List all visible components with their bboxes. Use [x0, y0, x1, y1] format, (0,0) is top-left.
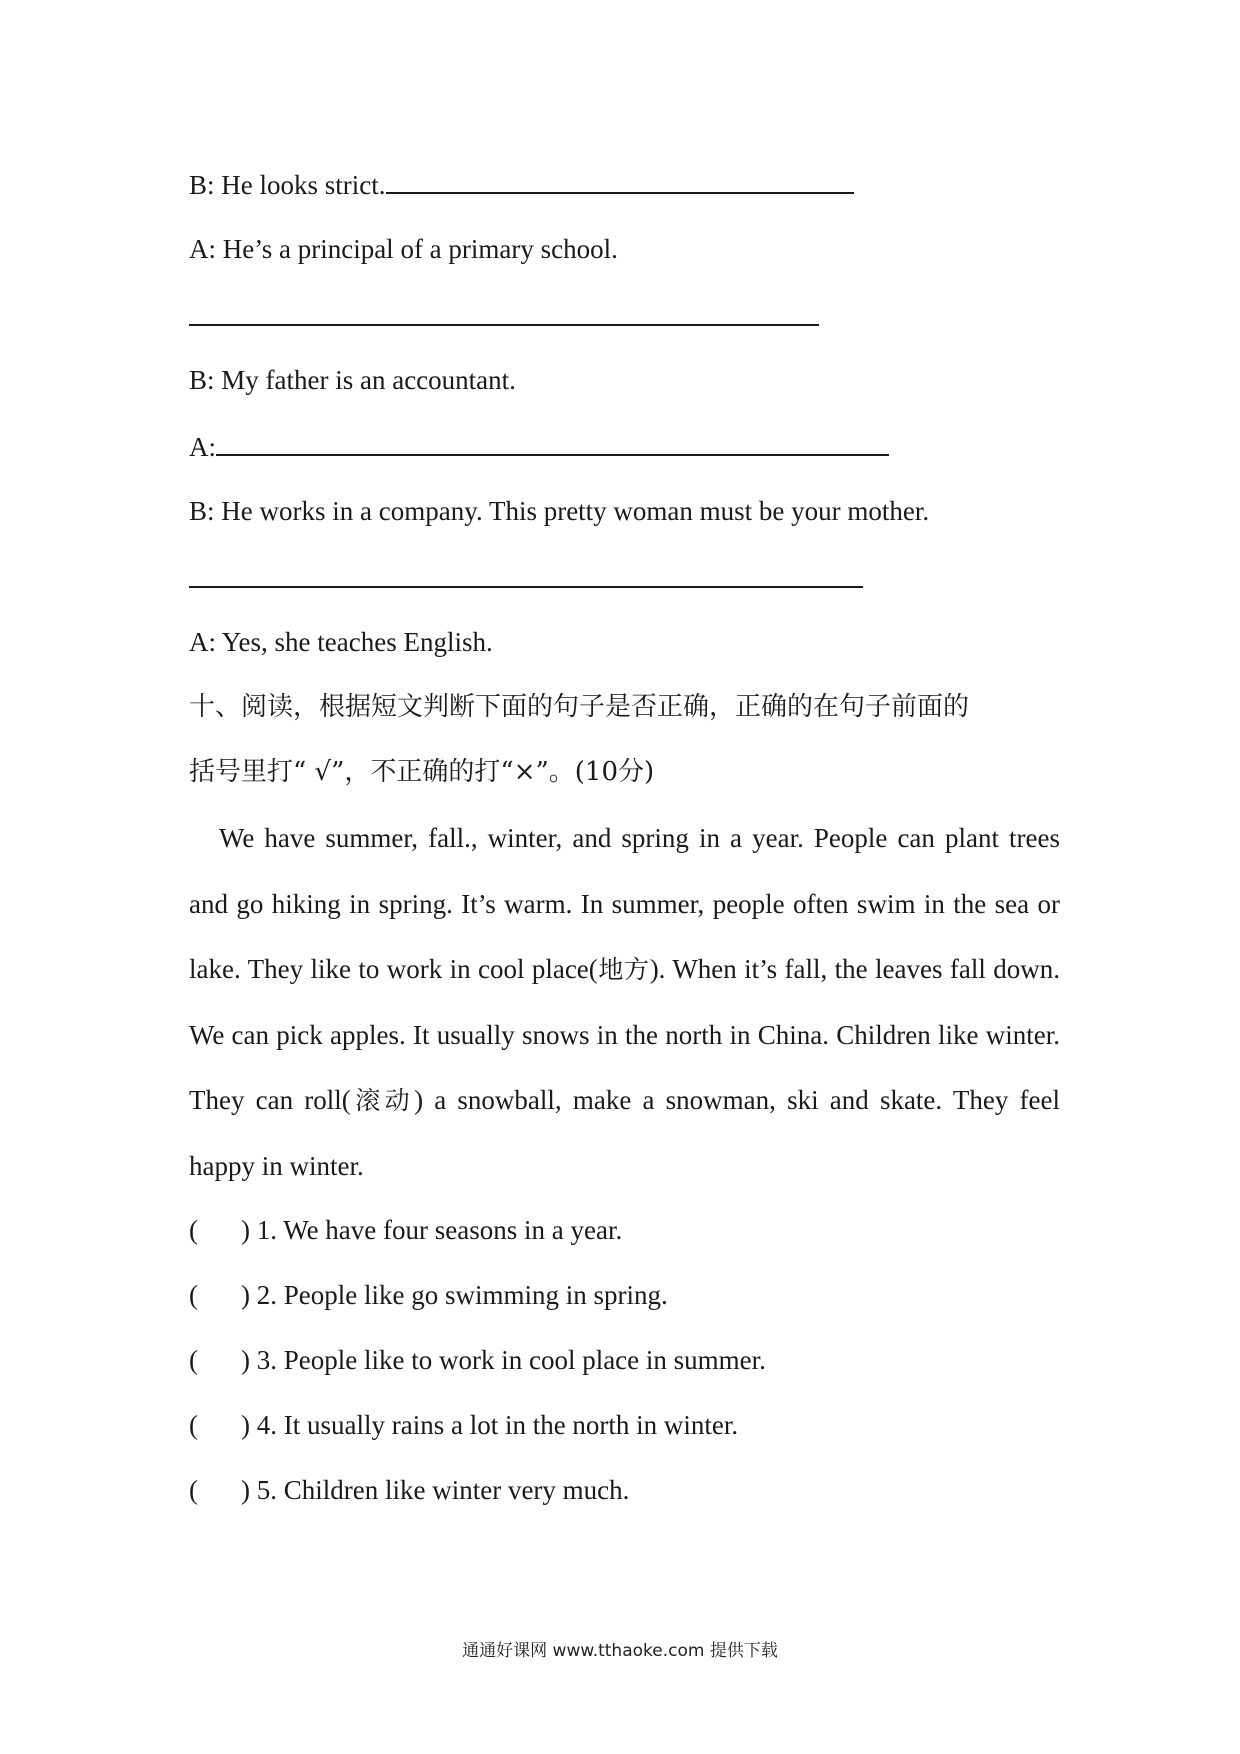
passage-text: ). When it’s fall, the leaves fall down. We can pick apples. It usually snows in the north in China. Children like winter. They can roll( — [189, 954, 1060, 1115]
passage-text: We have summer, fall., winter, and spring in a year. People can plant trees and go hiking in spring. It’s warm. In summer, people often swim in the sea or lake. They like to work in cool place( — [189, 823, 1060, 984]
question-3 — [189, 1342, 766, 1378]
question-4 — [189, 1407, 738, 1443]
passage-gloss: 地方 — [597, 955, 650, 984]
answer-bracket[interactable]: ( — [189, 1280, 198, 1310]
answer-bracket[interactable]: ( — [189, 1345, 198, 1375]
answer-bracket[interactable]: ( — [189, 1215, 198, 1245]
question-text: ) 5. Children like winter very much. — [241, 1475, 630, 1505]
dialogue-text: B: My father is an accountant. — [189, 365, 516, 395]
dialogue-text: B: He looks strict. — [189, 170, 386, 200]
answer-blank[interactable] — [189, 586, 863, 588]
dialogue-line-1 — [189, 166, 854, 203]
question-text: ) 3. People like to work in cool place in summer. — [241, 1345, 766, 1375]
dialogue-line-5 — [189, 493, 929, 529]
dialogue-text: B: He works in a company. This pretty woman must be your mother. — [189, 496, 930, 526]
passage-text: ) a snowball, make a snowman, ski and skate. They feel happy in winter. — [189, 1085, 1060, 1181]
question-text: ) 4. It usually rains a lot in the north in winter. — [241, 1410, 739, 1440]
dialogue-line-6 — [189, 624, 493, 660]
dialogue-text: A: He’s a principal of a primary school. — [189, 234, 618, 264]
answer-blank[interactable] — [189, 324, 819, 326]
dialogue-text: A: Yes, she teaches English. — [189, 627, 493, 657]
dialogue-line-3 — [189, 362, 516, 398]
dialogue-text: A: — [189, 432, 216, 462]
answer-bracket[interactable]: ( — [189, 1475, 198, 1505]
answer-bracket[interactable]: ( — [189, 1410, 198, 1440]
dialogue-line-4 — [189, 428, 889, 465]
question-2 — [189, 1277, 668, 1313]
section-heading — [189, 689, 1059, 725]
answer-blank[interactable] — [386, 166, 854, 194]
answer-blank[interactable] — [216, 428, 889, 456]
section-heading-2 — [189, 754, 1059, 790]
section-heading-line-2: 括号里打“ √”，不正确的打“×”。(10分) — [189, 757, 655, 787]
section-heading-line-1: 十、阅读，根据短文判断下面的句子是否正确，正确的在句子前面的 — [189, 692, 970, 722]
dialogue-line-2 — [189, 231, 618, 267]
question-text: ) 1. We have four seasons in a year. — [241, 1215, 623, 1245]
page-footer: 通通好课网 www.tthaoke.com 提供下载 — [462, 1641, 778, 1661]
question-1 — [189, 1212, 622, 1248]
reading-passage — [189, 806, 1060, 1199]
passage-gloss: 滚动 — [350, 1086, 415, 1115]
question-text: ) 2. People like go swimming in spring. — [241, 1280, 668, 1310]
question-5 — [189, 1472, 629, 1508]
